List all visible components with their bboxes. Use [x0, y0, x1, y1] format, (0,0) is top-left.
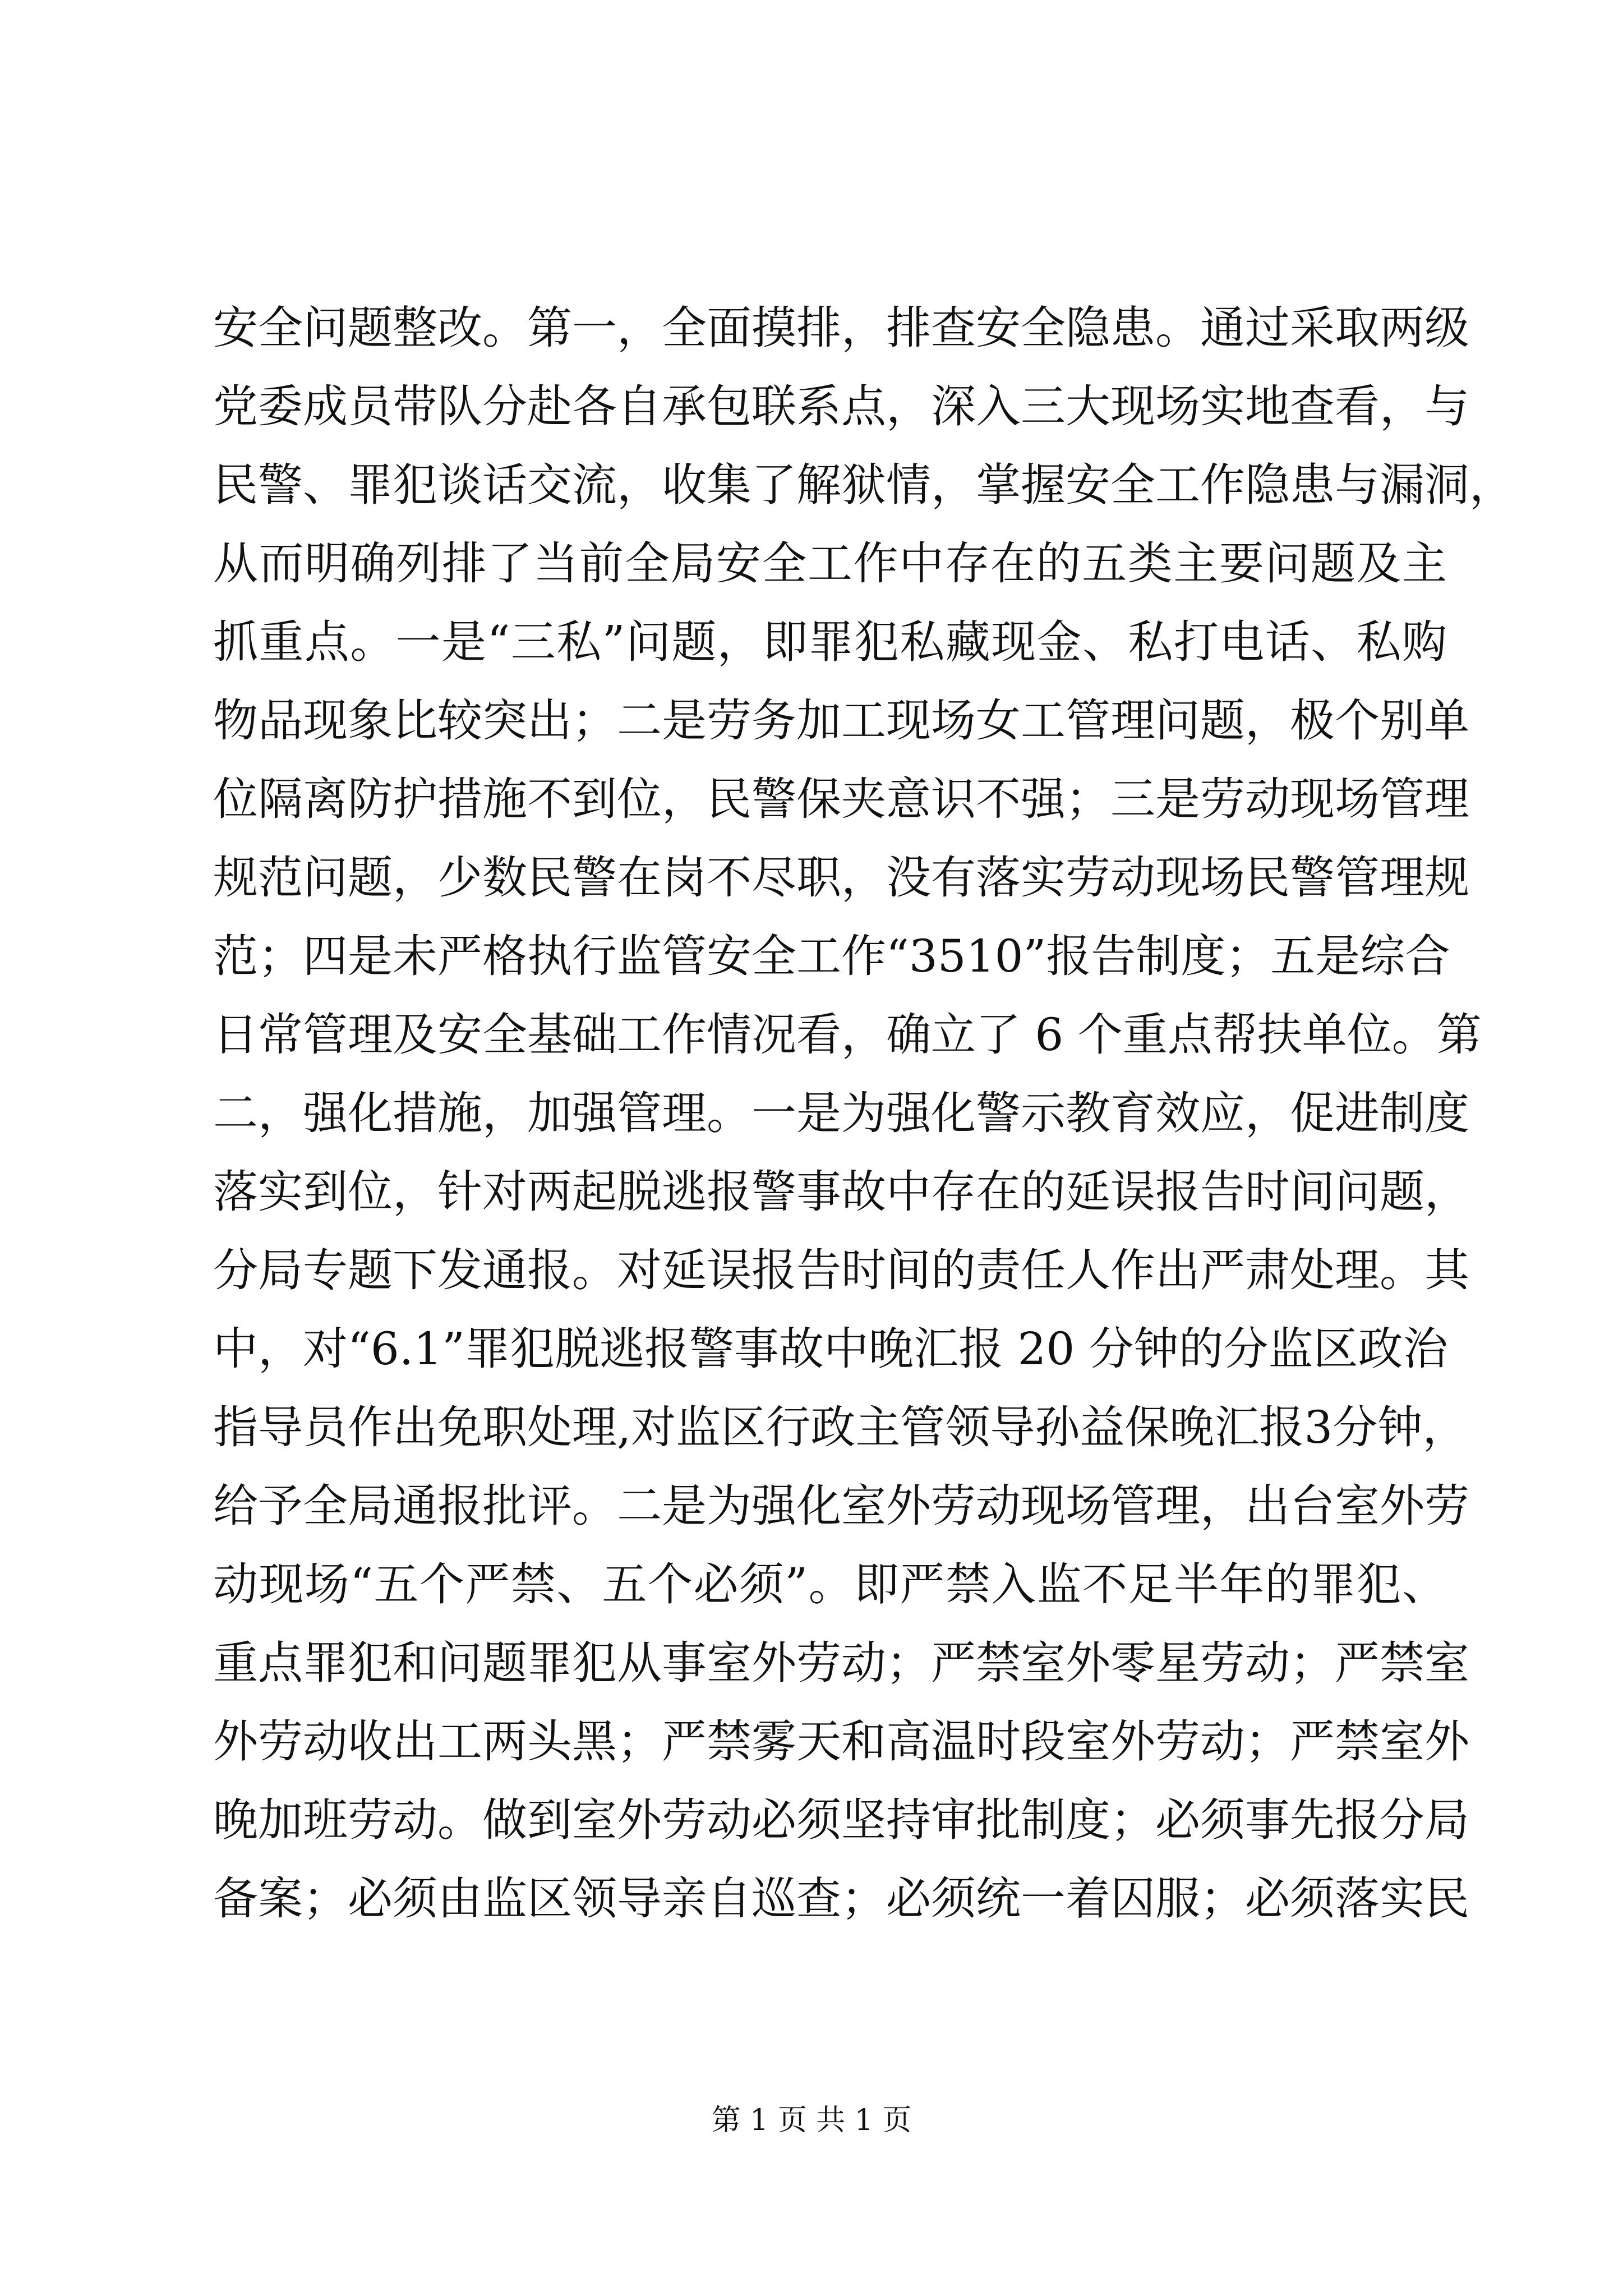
body-line-18: 重点罪犯和问题罪犯从事室外劳动；严禁室外零星劳动；严禁室: [213, 1637, 1469, 1689]
body-line-15: 指导员作出免职处理,对监区行政主管领导孙益保晚汇报3分钟，: [213, 1401, 1468, 1453]
body-line-11: 二，强化措施，加强管理。一是为强化警示教育效应，促进制度: [213, 1087, 1469, 1139]
body-line-6: 物品现象比较突出；二是劳务加工现场女工管理问题，极个别单: [213, 694, 1469, 747]
body-line-21: 备案；必须由监区领导亲自巡查；必须统一着囚服；必须落实民: [213, 1872, 1469, 1925]
document-body: [213, 289, 1514, 1938]
body-line-12: 落实到位，针对两起脱逃报警事故中存在的延误报告时间问题，: [213, 1166, 1469, 1218]
page-footer: 第 1 页 共 1 页: [711, 2104, 912, 2137]
body-line-7: 位隔离防护措施不到位，民警保夹意识不强；三是劳动现场管理: [213, 773, 1469, 825]
body-line-16: 给予全局通报批评。二是为强化室外劳动现场管理，出台室外劳: [213, 1480, 1469, 1532]
body-line-5: 抓重点。一是“三私”问题，即罪犯私藏现金、私打电话、私购: [213, 616, 1447, 668]
body-line-8: 规范问题，少数民警在岗不尽职，没有落实劳动现场民警管理规: [213, 852, 1469, 904]
body-line-19: 外劳动收出工两头黑；严禁雾天和高温时段室外劳动；严禁室外: [213, 1715, 1469, 1768]
body-line-10: 日常管理及安全基础工作情况看，确立了 6 个重点帮扶单位。第: [213, 1009, 1482, 1061]
body-line-4: 从而明确列排了当前全局安全工作中存在的五类主要问题及主: [213, 537, 1447, 590]
body-line-1: 安全问题整改。第一，全面摸排，排查安全隐患。通过采取两级: [213, 302, 1469, 354]
body-line-9: 范；四是未严格执行监管安全工作“3510”报告制度；五是综合: [213, 930, 1450, 982]
body-line-3: 民警、罪犯谈话交流，收集了解狱情，掌握安全工作隐患与漏洞，: [213, 459, 1514, 511]
body-line-20: 晚加班劳动。做到室外劳动必须坚持审批制度；必须事先报分局: [213, 1794, 1469, 1846]
body-line-17: 动现场“五个严禁、五个必须”。即严禁入监不足半年的罪犯、: [213, 1558, 1447, 1611]
body-line-2: 党委成员带队分赴各自承包联系点，深入三大现场实地查看，与: [213, 380, 1469, 432]
body-line-13: 分局专题下发通报。对延误报告时间的责任人作出严肃处理。其: [213, 1244, 1469, 1296]
body-line-14: 中，对“6.1”罪犯脱逃报警事故中晚汇报 20 分钟的分监区政治: [213, 1323, 1448, 1375]
